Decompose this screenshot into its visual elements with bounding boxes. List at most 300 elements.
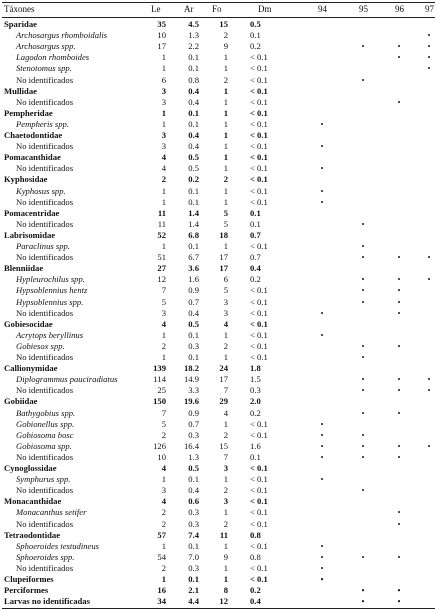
dm-value: 0.1 — [250, 207, 261, 218]
ar-value: 4.5 — [188, 19, 199, 29]
le-value: 17 — [157, 41, 166, 52]
fo-value: 15 — [219, 440, 228, 451]
presence-dot-96: • — [397, 441, 401, 451]
presence-dot-95: • — [361, 597, 365, 607]
fo-value: 11 — [219, 529, 228, 540]
family-row — [0, 263, 437, 274]
le-value: 12 — [157, 274, 166, 285]
dm-value: < 0.1 — [250, 329, 268, 340]
ar-value: 0.9 — [188, 285, 199, 296]
header-ar: Ar — [184, 4, 194, 14]
family-row — [0, 230, 437, 241]
ar-value: 0.4 — [188, 307, 199, 318]
ar-value: 1.4 — [188, 207, 199, 218]
fo-value: 2 — [223, 30, 228, 41]
ar-value: 14.9 — [183, 374, 199, 385]
ar-value: 0.3 — [188, 507, 199, 518]
presence-dot-94: • — [320, 475, 324, 485]
presence-dot-96: • — [397, 97, 401, 107]
fo-value: 1 — [223, 85, 228, 96]
taxon-row — [0, 297, 437, 308]
taxon-name: No identificados — [16, 252, 74, 263]
dm-value: < 0.1 — [250, 418, 268, 429]
presence-dot-96: • — [397, 519, 401, 529]
family-row — [0, 585, 437, 596]
taxon-row — [0, 197, 437, 208]
presence-dot-95: • — [361, 386, 365, 396]
le-value: 54 — [157, 551, 166, 562]
dm-value: 1.5 — [250, 374, 261, 385]
taxon-name: Mullidae — [4, 85, 37, 96]
dm-value: < 0.1 — [250, 518, 268, 529]
ar-value: 0.8 — [188, 74, 199, 85]
family-row — [0, 574, 437, 585]
fo-value: 1 — [223, 141, 228, 152]
fo-value: 1 — [223, 163, 228, 174]
taxon-name: Tetraodontidae — [4, 529, 61, 540]
fo-value: 1 — [223, 107, 228, 118]
ar-value: 0.3 — [188, 340, 199, 351]
presence-dot-97: • — [427, 253, 431, 263]
taxon-name: Chaetodontidae — [4, 130, 63, 140]
fo-value: 1 — [223, 152, 228, 163]
le-value: 1 — [161, 329, 166, 340]
dm-value: < 0.1 — [250, 118, 268, 129]
le-value: 1 — [161, 574, 166, 584]
family-row — [0, 463, 437, 474]
fo-value: 1 — [223, 96, 228, 107]
presence-dot-95: • — [361, 552, 365, 562]
presence-dot-95: • — [361, 253, 365, 263]
taxon-name: Gobiidae — [4, 396, 38, 407]
presence-dot-96: • — [397, 386, 401, 396]
fo-value: 3 — [223, 296, 228, 307]
dm-value: < 0.1 — [250, 574, 268, 584]
le-value: 4 — [161, 496, 166, 507]
ar-value: 7.0 — [188, 551, 199, 562]
le-value: 114 — [153, 374, 166, 385]
fo-value: 1 — [223, 185, 228, 196]
ar-value: 6.7 — [188, 252, 199, 263]
le-value: 1 — [161, 352, 166, 362]
family-row — [0, 530, 437, 541]
fo-value: 5 — [223, 207, 228, 218]
taxon-row — [0, 352, 437, 363]
le-value: 7 — [161, 407, 166, 418]
header-year-95: 95 — [359, 4, 368, 14]
presence-dot-95: • — [361, 441, 365, 451]
le-value: 10 — [157, 451, 166, 462]
taxon-name: Kyphosidae — [4, 174, 48, 185]
presence-dot-95: • — [361, 219, 365, 229]
le-value: 3 — [161, 130, 166, 140]
fo-value: 5 — [223, 218, 228, 229]
taxon-row — [0, 330, 437, 341]
taxon-name: Kyphosus spp. — [16, 185, 66, 196]
fo-value: 24 — [219, 363, 228, 374]
presence-dot-96: • — [397, 42, 401, 52]
le-value: 1 — [161, 196, 166, 207]
presence-dot-94: • — [320, 419, 324, 429]
fo-value: 17 — [219, 374, 228, 385]
taxon-name: Monacanthidae — [4, 496, 62, 507]
ar-value: 0.1 — [188, 185, 199, 196]
dm-value: 1.8 — [250, 363, 261, 374]
fo-value: 29 — [219, 396, 228, 407]
ar-value: 0.2 — [188, 174, 199, 185]
fo-value: 8 — [223, 585, 228, 596]
presence-dot-96: • — [397, 341, 401, 351]
header-fo: Fo — [212, 4, 222, 14]
header-year-96: 96 — [395, 4, 404, 14]
presence-dot-96: • — [397, 508, 401, 518]
dm-value: 0.2 — [250, 585, 261, 596]
presence-dot-94: • — [320, 452, 324, 462]
presence-dot-97: • — [427, 42, 431, 52]
dm-value: < 0.1 — [250, 241, 268, 251]
taxon-name: Sparidae — [4, 19, 37, 29]
family-row — [0, 86, 437, 97]
ar-value: 0.6 — [188, 496, 199, 507]
dm-value: 0.1 — [250, 30, 261, 41]
fo-value: 2 — [223, 518, 228, 529]
taxon-name: No identificados — [16, 96, 74, 107]
dm-value: < 0.1 — [250, 74, 268, 85]
dm-value: 2.0 — [250, 396, 261, 407]
fo-value: 1 — [223, 118, 228, 129]
ar-value: 1.4 — [188, 218, 199, 229]
taxon-name: No identificados — [16, 307, 74, 318]
ar-value: 0.4 — [188, 96, 199, 107]
taxon-row — [0, 274, 437, 285]
presence-dot-97: • — [427, 275, 431, 285]
taxon-name: Larvas no identificadas — [4, 596, 90, 607]
fo-value: 1 — [223, 540, 228, 551]
presence-dot-96: • — [397, 452, 401, 462]
presence-dot-95: • — [361, 242, 365, 251]
le-value: 6 — [161, 74, 166, 85]
presence-dot-95: • — [361, 375, 365, 385]
ar-value: 0.1 — [188, 63, 199, 74]
fo-value: 1 — [223, 130, 228, 140]
ar-value: 3.6 — [188, 263, 199, 274]
taxon-name: No identificados — [16, 485, 74, 496]
taxon-name: Bathygobius spp. — [16, 407, 76, 418]
ar-value: 2.1 — [188, 585, 199, 596]
dm-value: < 0.1 — [250, 141, 268, 152]
fo-value: 1 — [223, 63, 228, 74]
taxon-row — [0, 285, 437, 296]
header-taxon: Táxones — [4, 4, 35, 14]
taxon-name: Gobiesocidae — [4, 318, 53, 329]
presence-dot-96: • — [397, 408, 401, 418]
taxon-row — [0, 507, 437, 518]
taxon-name: Pomacanthidae — [4, 152, 61, 163]
taxon-name: Hypsoblennius hentz — [16, 285, 88, 296]
presence-dot-96: • — [397, 586, 401, 596]
dm-value: 0.8 — [250, 551, 261, 562]
taxon-name: Pempheris spp. — [16, 118, 69, 129]
le-value: 10 — [157, 30, 166, 41]
le-value: 1 — [161, 540, 166, 551]
taxon-name: Pomacentridae — [4, 207, 60, 218]
ar-value: 0.3 — [188, 518, 199, 529]
taxon-row — [0, 552, 437, 563]
header-year-97: 97 — [425, 4, 434, 14]
taxon-row — [0, 408, 437, 419]
le-value: 4 — [161, 163, 166, 174]
dm-value: < 0.1 — [250, 340, 268, 351]
ar-value: 0.5 — [188, 152, 199, 163]
le-value: 1 — [161, 241, 166, 251]
presence-dot-95: • — [361, 353, 365, 362]
dm-value: 0.2 — [250, 407, 261, 418]
dm-value: < 0.1 — [250, 540, 268, 551]
le-value: 1 — [161, 185, 166, 196]
dm-value: < 0.1 — [250, 307, 268, 318]
le-value: 4 — [161, 463, 166, 473]
ar-value: 0.4 — [188, 141, 199, 152]
taxon-name: Blenniidae — [4, 263, 44, 274]
family-row — [0, 108, 437, 119]
presence-dot-94: • — [320, 186, 324, 196]
presence-dot-94: • — [320, 119, 324, 129]
taxon-row — [0, 485, 437, 496]
dm-value: < 0.1 — [250, 463, 268, 473]
family-row — [0, 174, 437, 185]
ar-value: 19.6 — [183, 396, 199, 407]
presence-dot-95: • — [361, 430, 365, 440]
taxon-name: Acrytops beryllinus — [16, 329, 84, 340]
dm-value: < 0.1 — [250, 174, 268, 185]
taxon-row — [0, 474, 437, 485]
taxon-name: Labrisomidae — [4, 229, 56, 240]
le-value: 3 — [161, 96, 166, 107]
le-value: 2 — [161, 429, 166, 440]
taxon-name: Cynoglossidae — [4, 463, 57, 473]
taxon-row — [0, 252, 437, 263]
dm-value: < 0.1 — [250, 285, 268, 296]
presence-dot-97: • — [427, 441, 431, 451]
fo-value: 2 — [223, 485, 228, 496]
le-value: 4 — [161, 152, 166, 163]
fo-value: 6 — [223, 274, 228, 285]
taxon-name: Hypleurochilus spp. — [16, 274, 85, 285]
dm-value: < 0.1 — [250, 296, 268, 307]
fo-value: 1 — [223, 52, 228, 63]
fo-value: 9 — [223, 551, 228, 562]
le-value: 25 — [157, 385, 166, 396]
taxon-name: No identificados — [16, 385, 74, 396]
taxon-name: Symphurus spp. — [16, 474, 71, 485]
fo-value: 17 — [219, 252, 228, 263]
fo-value: 2 — [223, 174, 228, 185]
dm-value: < 0.1 — [250, 474, 268, 485]
family-row — [0, 596, 437, 607]
fo-value: 2 — [223, 74, 228, 85]
dm-value: < 0.1 — [250, 507, 268, 518]
fo-value: 18 — [219, 229, 228, 240]
dm-value: < 0.1 — [250, 163, 268, 174]
fo-value: 1 — [223, 574, 228, 584]
taxon-name: Perciformes — [4, 585, 49, 596]
fo-value: 17 — [219, 263, 228, 274]
le-value: 150 — [153, 396, 166, 407]
le-value: 34 — [157, 596, 166, 607]
taxon-row — [0, 452, 437, 463]
le-value: 2 — [161, 507, 166, 518]
presence-dot-95: • — [361, 42, 365, 52]
presence-dot-96: • — [397, 286, 401, 296]
dm-value: < 0.1 — [250, 130, 268, 140]
taxon-row — [0, 75, 437, 86]
presence-dot-94: • — [320, 330, 324, 340]
presence-dot-94: • — [320, 563, 324, 573]
taxon-name: Lagodon rhomboides — [16, 52, 90, 63]
taxon-name: Diplogrammus pauciradiatus — [16, 374, 118, 385]
ar-value: 0.5 — [188, 463, 199, 473]
le-value: 52 — [157, 229, 166, 240]
dm-value: < 0.1 — [250, 429, 268, 440]
taxon-name: Gobiesox spp. — [16, 340, 65, 351]
dm-value: 0.3 — [250, 385, 261, 396]
fo-value: 9 — [223, 41, 228, 52]
fo-value: 1 — [223, 196, 228, 207]
fo-value: 7 — [223, 451, 228, 462]
ar-value: 16.4 — [183, 440, 199, 451]
dm-value: 0.2 — [250, 41, 261, 52]
family-row — [0, 208, 437, 219]
presence-dot-97: • — [427, 64, 431, 74]
family-row — [0, 319, 437, 330]
ar-value: 0.7 — [188, 296, 199, 307]
ar-value: 0.5 — [188, 163, 199, 174]
le-value: 2 — [161, 518, 166, 529]
taxon-row — [0, 419, 437, 430]
taxon-name: No identificados — [16, 196, 74, 207]
fo-value: 2 — [223, 429, 228, 440]
family-row — [0, 152, 437, 163]
dm-value: 1.6 — [250, 440, 261, 451]
taxon-row — [0, 441, 437, 452]
le-value: 4 — [161, 318, 166, 329]
header-dm: Dm — [258, 4, 272, 14]
dm-value: < 0.1 — [250, 352, 268, 362]
presence-dot-95: • — [361, 452, 365, 462]
taxon-name: No identificados — [16, 451, 74, 462]
fo-value: 3 — [223, 496, 228, 507]
presence-dot-96: • — [397, 275, 401, 285]
le-value: 2 — [161, 562, 166, 573]
presence-dot-95: • — [361, 286, 365, 296]
le-value: 5 — [161, 296, 166, 307]
presence-dot-94: • — [320, 441, 324, 451]
presence-dot-95: • — [361, 75, 365, 85]
le-value: 35 — [157, 19, 166, 29]
ar-value: 6.8 — [188, 229, 199, 240]
taxon-row — [0, 119, 437, 130]
presence-dot-96: • — [397, 597, 401, 607]
le-value: 126 — [153, 440, 166, 451]
dm-value: < 0.1 — [250, 318, 268, 329]
presence-dot-96: • — [397, 375, 401, 385]
presence-dot-94: • — [320, 197, 324, 207]
taxon-row — [0, 374, 437, 385]
ar-value: 0.4 — [188, 85, 199, 96]
fo-value: 7 — [223, 385, 228, 396]
le-value: 139 — [153, 363, 166, 374]
dm-value: < 0.1 — [250, 96, 268, 107]
taxon-row — [0, 241, 437, 252]
presence-dot-95: • — [361, 408, 365, 418]
taxon-name: Hypsoblennius spp. — [16, 296, 84, 307]
presence-dot-96: • — [397, 53, 401, 63]
dm-value: 0.5 — [250, 19, 261, 29]
le-value: 3 — [161, 485, 166, 496]
ar-value: 0.1 — [188, 196, 199, 207]
presence-dot-95: • — [361, 275, 365, 285]
taxon-row — [0, 52, 437, 63]
header-year-94: 94 — [318, 4, 327, 14]
fo-value: 4 — [223, 407, 228, 418]
dm-value: 0.7 — [250, 229, 261, 240]
ar-value: 0.1 — [188, 474, 199, 485]
taxon-name: Archosargus spp. — [16, 41, 76, 52]
ar-value: 18.2 — [183, 363, 199, 374]
family-row — [0, 496, 437, 507]
taxon-row — [0, 563, 437, 574]
ar-value: 0.5 — [188, 318, 199, 329]
fo-value: 3 — [223, 307, 228, 318]
ar-value: 0.1 — [188, 540, 199, 551]
presence-dot-95: • — [361, 586, 365, 596]
ar-value: 0.1 — [188, 52, 199, 63]
fo-value: 1 — [223, 418, 228, 429]
presence-dot-94: • — [320, 541, 324, 551]
le-value: 16 — [157, 585, 166, 596]
fo-value: 15 — [219, 19, 228, 29]
ar-value: 0.4 — [188, 485, 199, 496]
le-value: 7 — [161, 285, 166, 296]
dm-value: < 0.1 — [250, 85, 268, 96]
presence-dot-96: • — [397, 308, 401, 318]
presence-dot-95: • — [361, 297, 365, 307]
presence-dot-96: • — [397, 552, 401, 562]
taxon-name: Gobiosoma spp. — [16, 440, 72, 451]
le-value: 51 — [157, 252, 166, 263]
taxon-name: No identificados — [16, 352, 74, 362]
taxon-name: Stenotomus spp. — [16, 63, 72, 74]
taxon-row — [0, 30, 437, 41]
presence-dot-95: • — [361, 486, 365, 496]
fo-value: 5 — [223, 285, 228, 296]
dm-value: 0.1 — [250, 451, 261, 462]
ar-value: 0.7 — [188, 418, 199, 429]
taxon-row — [0, 541, 437, 552]
ar-value: 1.3 — [188, 451, 199, 462]
presence-dot-94: • — [320, 308, 324, 318]
presence-dot-97: • — [427, 31, 431, 41]
taxon-name: No identificados — [16, 218, 74, 229]
taxon-row — [0, 385, 437, 396]
dm-value: < 0.1 — [250, 496, 268, 507]
taxon-row — [0, 63, 437, 74]
taxon-name: Gobionellus spp. — [16, 418, 75, 429]
le-value: 2 — [161, 174, 166, 185]
presence-dot-94: • — [320, 430, 324, 440]
family-row — [0, 396, 437, 407]
le-value: 27 — [157, 263, 166, 274]
